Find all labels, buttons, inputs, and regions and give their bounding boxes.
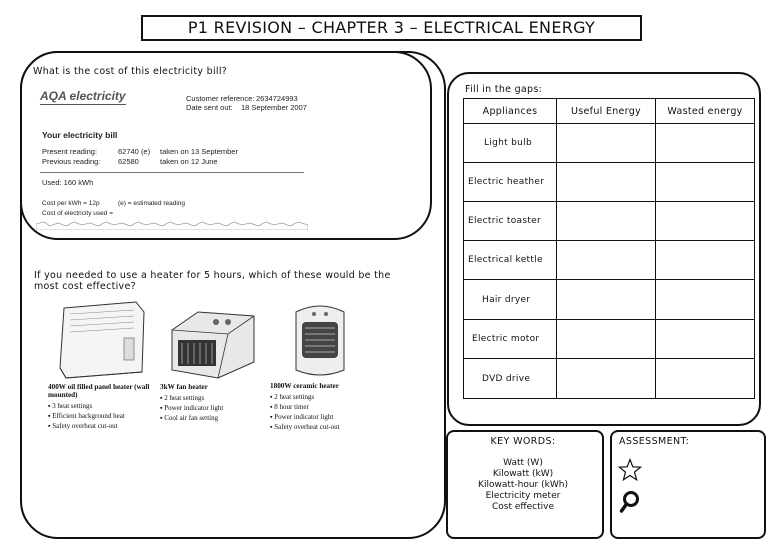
wasted-energy-cell[interactable] (656, 320, 755, 359)
appliance-cell: Light bulb (464, 124, 557, 163)
keyword-item: Cost effective (492, 502, 554, 512)
present-reading-label: Present reading: (42, 147, 98, 156)
ceramic-heater-feature: Power indicator light (274, 413, 334, 421)
heater-options (46, 298, 373, 443)
wasted-energy-cell[interactable] (656, 202, 755, 241)
keyword-item: Electricity meter (485, 491, 561, 501)
appliance-cell: Hair dryer (464, 280, 557, 320)
used-kwh: Used: 160 kWh (42, 178, 94, 187)
useful-energy-cell[interactable] (557, 320, 656, 359)
fan-heater-feature: Cool air fan setting (164, 414, 219, 422)
customer-reference-label: Customer reference: (186, 94, 255, 103)
panel-heater-name: 400W oil filled panel heater (wall mounted) (48, 383, 150, 399)
date-sent-out-label: Date sent out: (186, 103, 233, 112)
ceramic-heater-caption: 1800W ceramic heater ▪ 2 heat settings ▪ 8 hour timer ▪ Power indicator light ▪ Safety overheat cut-out (270, 382, 373, 433)
panel-heater-feature: 3 heat settings (52, 402, 93, 410)
estimated-note: (e) = estimated reading (118, 200, 186, 207)
fan-heater-feature: 2 heat settings (164, 394, 205, 402)
wasted-energy-cell[interactable] (656, 241, 755, 280)
electricity-bill (36, 84, 308, 230)
useful-energy-cell[interactable] (557, 202, 656, 241)
wasted-energy-cell[interactable] (656, 163, 755, 202)
previous-reading-label: Previous reading: (42, 157, 101, 166)
fan-heater-name: 3kW fan heater (160, 383, 208, 391)
fan-heater-caption: 3kW fan heater ▪ 2 heat settings ▪ Power indicator light ▪ Cool air fan setting (160, 383, 263, 424)
gaps-instruction: Fill in the gaps: (465, 84, 543, 95)
fan-heater-feature: Power indicator light (164, 404, 224, 412)
ceramic-heater-feature: 2 heat settings (274, 393, 315, 401)
gaps-header-appliances: Appliances (464, 99, 557, 124)
ceramic-heater-feature: 8 hour timer (274, 403, 309, 411)
heater-option-fan (158, 298, 263, 443)
bill-heading: Your electricity bill (42, 130, 118, 140)
appliance-cell: Electric heather (464, 163, 557, 202)
useful-energy-cell[interactable] (557, 124, 656, 163)
panel-heater-feature: Efficient background heat (52, 412, 125, 420)
gaps-header-useful: Useful Energy (557, 99, 656, 124)
heater-option-ceramic (268, 298, 373, 443)
bill-brand: AQA electricity (40, 89, 126, 103)
heater-option-panel (46, 298, 151, 443)
appliance-cell: DVD drive (464, 359, 557, 399)
date-sent-out: 18 September 2007 (241, 103, 307, 112)
star-icon (618, 458, 642, 482)
keyword-item: Kilowatt (kW) (492, 469, 554, 479)
appliance-cell: Electric toaster (464, 202, 557, 241)
ceramic-heater-feature: Safety overheat cut-out (274, 423, 340, 431)
panel-heater-caption: 400W oil filled panel heater (wall mounted) ▪ 3 heat settings ▪ Efficient background heat ▪ Safety overheat cut-out (48, 383, 150, 430)
panel-heater-icon (46, 298, 151, 383)
keywords-title: KEY WORDS: (490, 436, 556, 447)
customer-reference: 2634724993 (256, 94, 298, 103)
keyword-item: Kilowatt-hour (kWh) (478, 480, 568, 490)
previous-reading: 62580 (118, 157, 139, 166)
wasted-energy-cell[interactable] (656, 280, 755, 320)
keywords-list (446, 458, 600, 513)
useful-energy-cell[interactable] (557, 359, 656, 399)
appliance-cell: Electrical kettle (464, 241, 557, 280)
useful-energy-cell[interactable] (557, 280, 656, 320)
gaps-header-wasted: Wasted energy (656, 99, 755, 124)
present-reading: 62740 (e) (118, 147, 151, 156)
cost-per-kwh: Cost per kWh = 12p (42, 200, 100, 207)
previous-taken: taken on 12 June (160, 157, 218, 166)
page-title: P1 REVISION – CHAPTER 3 – ELECTRICAL ENERGY (141, 15, 642, 41)
assessment-title: ASSESSMENT: (619, 436, 690, 447)
appliance-cell: Electric motor (464, 320, 557, 359)
cost-of-electricity: Cost of electricity used = (42, 210, 113, 217)
wasted-energy-cell[interactable] (656, 359, 755, 399)
wasted-energy-cell[interactable] (656, 124, 755, 163)
keyword-item: Watt (W) (503, 458, 543, 468)
fan-heater-icon (158, 298, 263, 383)
bill-divider (40, 172, 304, 173)
bill-question: What is the cost of this electricity bill? (33, 66, 228, 77)
magnifier-icon (619, 490, 641, 514)
useful-energy-cell[interactable] (557, 163, 656, 202)
ceramic-heater-name: 1800W ceramic heater (270, 382, 339, 390)
present-taken: taken on 13 September (160, 147, 238, 156)
panel-heater-feature: Safety overheat cut-out (52, 422, 118, 430)
heater-question: If you needed to use a heater for 5 hours, which of these would be the most cost effective? (34, 270, 391, 292)
ceramic-heater-icon (268, 298, 373, 383)
useful-energy-cell[interactable] (557, 241, 656, 280)
gaps-table (463, 98, 755, 399)
torn-edge (36, 220, 308, 230)
